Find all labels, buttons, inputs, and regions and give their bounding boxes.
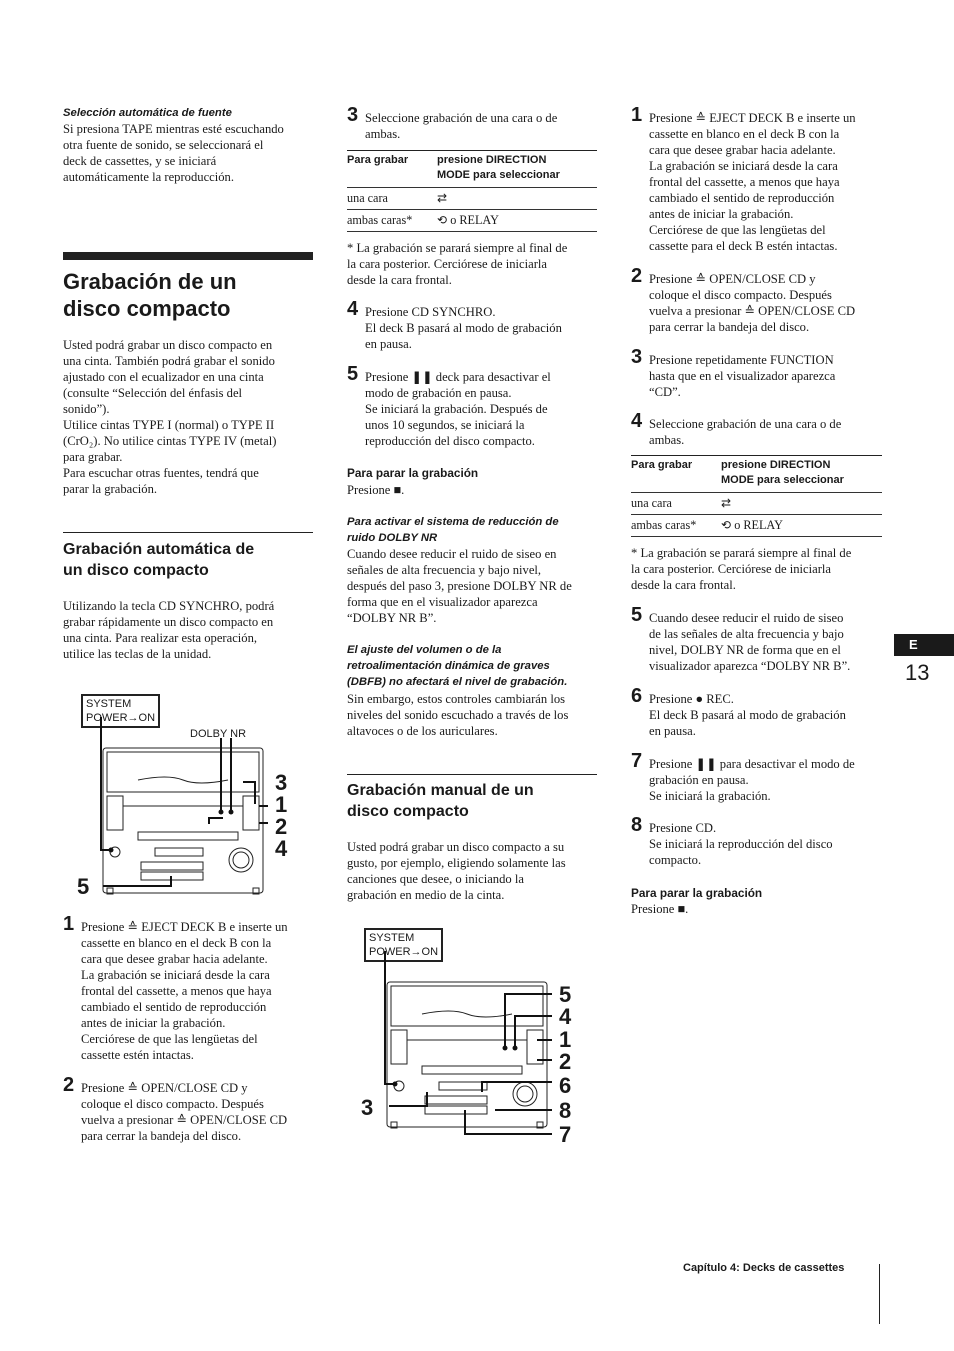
subsection-text-auto: Utilizando la tecla CD SYNCHRO, podrá grabar rápidamente un disco compacto en una cinta. Para realizar esta operación, utilice las teclas de la unidad. <box>63 599 275 661</box>
stop-heading: Para parar la grabación <box>347 466 479 480</box>
callout-8: 8 <box>559 1098 572 1123</box>
language-tab: E <box>894 634 954 656</box>
callout-7: 7 <box>559 1122 572 1147</box>
section-bar <box>63 252 313 260</box>
table-cell: ⟲ o RELAY <box>721 515 882 537</box>
table-cell: ⇄ <box>437 188 597 210</box>
step-number: 1 <box>631 104 643 126</box>
step-number: 8 <box>631 814 643 836</box>
divider <box>347 774 597 775</box>
callout-4: 4 <box>559 1004 572 1029</box>
intro-text: Usted podrá grabar un disco compacto en una cinta. También podrá grabar el sonido ajustado con el ecualizador en una cinta (consulte “Selección del énfasis del sonido”). Utilice cintas TYPE I (normal) o TYPE II (CrO₂). No utilice cintas TYPE IV (metal) para grabar. Para escuchar otras fuentes, tendrá que parar la grabación. <box>63 338 277 496</box>
system-power-label: SYSTEM POWER→ON <box>81 694 160 728</box>
subsection-title-manual: Grabación manual de un disco compacto <box>347 782 534 820</box>
step-text: Presione ≙ EJECT DECK B e inserte un cassette en blanco en el deck B con la cara que desee grabar hacia adelante. La grabación se iniciará desde la cara frontal del cassette, a menos que haya cambiado el sentido de reproducción antes de iniciar la grabación. Cerciórese de que las lengüetas del cassette estén intactas. <box>81 920 288 1062</box>
table-cell: una cara <box>347 188 437 210</box>
step-text: Presione ≙ OPEN/CLOSE CD y coloque el disco compacto. Después vuelva a presionar ≙ OPEN/CLOSE CD para cerrar la bandeja del disco. <box>81 1081 288 1143</box>
step-number: 4 <box>347 298 359 320</box>
step-number: 2 <box>631 265 643 287</box>
callout-3: 3 <box>275 770 288 795</box>
step-text: Presione CD SYNCHRO. El deck B pasará al modo de grabación en pausa. <box>365 305 562 351</box>
stop-text: Presione ■. <box>347 483 405 497</box>
callout-1: 1 <box>275 792 288 817</box>
table-cell: ambas caras* <box>631 515 721 537</box>
direction-mode-table <box>347 150 597 232</box>
table-header: presione DIRECTION MODE para seleccionar <box>437 151 597 188</box>
volume-heading: El ajuste del volumen o de la retroalimentación dinámica de graves (DBFB) no afectará el nivel de grabación. <box>347 644 568 688</box>
table-cell: una cara <box>631 493 721 515</box>
step-text: Presione ● REC. El deck B pasará al modo de grabación en pausa. <box>649 692 846 738</box>
step-number: 6 <box>631 685 643 707</box>
callout-1: 1 <box>559 1027 572 1052</box>
callout-4: 4 <box>275 836 288 861</box>
step-number: 5 <box>347 363 359 385</box>
volume-text: Sin embargo, estos controles cambiarán los niveles del sonido escuchado a través de los altavoces o de los auriculares. <box>347 692 569 738</box>
step-number: 7 <box>631 750 643 772</box>
callout-5: 5 <box>559 982 572 1007</box>
dolby-heading: Para activar el sistema de reducción de ruido DOLBY NR <box>347 516 559 544</box>
divider <box>63 532 313 533</box>
system-power-label: SYSTEM POWER→ON <box>364 928 443 962</box>
table-footnote: * La grabación se parará siempre al final de la cara posterior. Cerciórese de iniciarla desde la cara frontal. <box>631 546 852 592</box>
step-text: Seleccione grabación de una cara o de ambas. <box>365 111 558 141</box>
callout-6: 6 <box>559 1073 572 1098</box>
step-number: 1 <box>63 913 75 935</box>
callout-2: 2 <box>275 814 288 839</box>
table-header: Para grabar <box>347 151 437 188</box>
step-number: 3 <box>347 104 359 126</box>
auto-source-text: Si presiona TAPE mientras esté escuchando otra fuente de sonido, se seleccionará el deck de cassettes, y se iniciará automáticamente la reproducción. <box>63 122 284 184</box>
stop-heading: Para parar la grabación <box>631 886 763 900</box>
dolby-nr-label: DOLBY NR <box>190 728 247 740</box>
table-footnote: * La grabación se parará siempre al final de la cara posterior. Cerciórese de iniciarla desde la cara frontal. <box>347 241 568 287</box>
subsection-text-manual: Usted podrá grabar un disco compacto a su gusto, por ejemplo, eligiendo solamente las canciones que desee, o iniciando la grabación en medio de la cinta. <box>347 840 566 902</box>
step-text: Presione repetidamente FUNCTION hasta que en el visualizador aparezca “CD”. <box>649 353 836 399</box>
step-number: 2 <box>63 1074 75 1096</box>
table-cell: ambas caras* <box>347 210 437 232</box>
step-text: Seleccione grabación de una cara o de ambas. <box>649 417 842 447</box>
footer-rule <box>879 1264 880 1324</box>
subsection-title-auto: Grabación automática de un disco compacto <box>63 541 255 579</box>
step-number: 3 <box>631 346 643 368</box>
stop-text: Presione ■. <box>631 902 689 916</box>
step-number: 4 <box>631 410 643 432</box>
step-text: Presione ❚❚ deck para desactivar el modo de grabación en pausa. Se iniciará la grabación. Después de unos 10 segundos, se iniciará la reproducción del disco compacto. <box>365 370 551 448</box>
step-number: 5 <box>631 604 643 626</box>
table-header: presione DIRECTION MODE para seleccionar <box>721 456 882 493</box>
step-text: Presione CD. Se iniciará la reproducción del disco compacto. <box>649 821 833 867</box>
callout-3: 3 <box>361 1095 374 1120</box>
page-title: Grabación de un disco compacto <box>63 269 237 321</box>
page-number: 13 <box>905 660 930 685</box>
auto-source-heading: Selección automática de fuente <box>63 107 232 119</box>
callout-2: 2 <box>559 1049 572 1074</box>
callout-5: 5 <box>77 874 90 899</box>
table-cell: ⟲ o RELAY <box>437 210 597 232</box>
step-text: Presione ≙ OPEN/CLOSE CD y coloque el disco compacto. Después vuelva a presionar ≙ OPEN/CLOSE CD para cerrar la bandeja del disco. <box>649 272 856 334</box>
stereo-diagram-manual <box>347 924 597 1149</box>
table-cell: ⇄ <box>721 493 882 515</box>
step-text: Presione ≙ EJECT DECK B e inserte un cassette en blanco en el deck B con la cara que desee grabar hacia adelante. La grabación se iniciará desde la cara frontal del cassette, a menos que haya cambiado el sentido de reproducción antes de iniciar la grabación. Cerciórese de que las lengüetas del cassette para el deck B estén intactas. <box>649 111 856 253</box>
step-text: Presione ❚❚ para desactivar el modo de grabación en pausa. Se iniciará la grabación. <box>649 757 855 803</box>
step-text: Cuando desee reducir el ruido de siseo de las señales de alta frecuencia y bajo nivel, DOLBY NR de forma que en el visualizador aparezca “DOLBY NR B”. <box>649 611 851 673</box>
chapter-footer: Capítulo 4: Decks de cassettes <box>683 1262 845 1274</box>
direction-mode-table <box>631 455 882 537</box>
dolby-text: Cuando desee reducir el ruido de siseo en señales de alta frecuencia y bajo nivel, después del paso 3, presione DOLBY NR de forma que en el visualizador aparezca “DOLBY NR B”. <box>347 547 572 625</box>
stereo-diagram-auto <box>63 690 313 905</box>
table-header: Para grabar <box>631 456 721 493</box>
